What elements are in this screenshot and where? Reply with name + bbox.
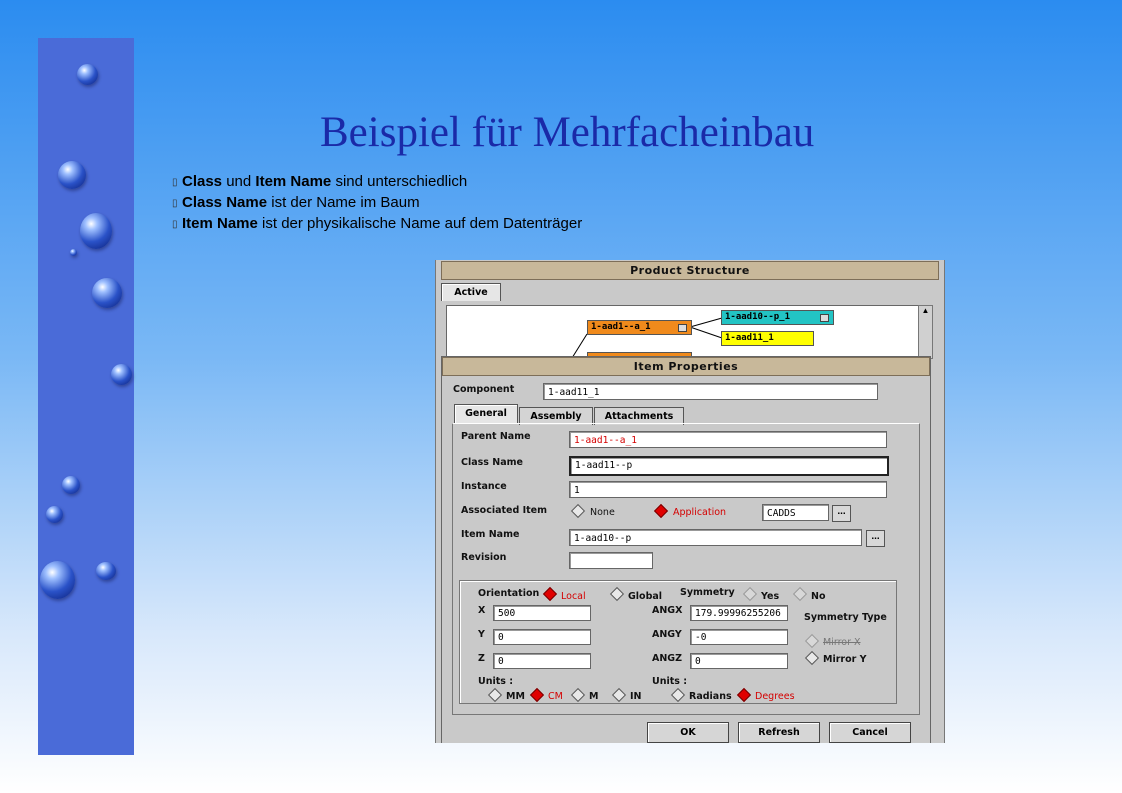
radio-yes-label: Yes [761,591,780,602]
y-field[interactable]: 0 [493,629,591,645]
bubble-decoration [80,213,112,249]
symmetry-type-label: Symmetry Type [804,612,887,623]
radio-cm-label: CM [548,691,563,702]
instance-field[interactable]: 1 [569,481,887,498]
radio-radians-label: Radians [689,691,732,702]
x-field[interactable]: 500 [493,605,591,621]
cad-screenshot [435,260,945,743]
angz-label: ANGZ [652,653,682,664]
tab-assembly[interactable]: Assembly [519,407,593,425]
radio-mirror-y[interactable] [805,651,819,665]
x-label: X [478,605,486,616]
radio-mm[interactable] [488,688,502,702]
slide-title: Beispiel für Mehrfacheinbau [320,109,815,156]
node-toggle-icon[interactable] [820,314,829,322]
item-name-browse-button[interactable]: ... [866,530,885,547]
radio-application-label: Application [673,507,727,518]
radio-global[interactable] [610,587,624,601]
radio-no[interactable] [793,587,807,601]
item-properties-dialog [441,356,931,743]
application-browse-button[interactable]: ... [832,505,851,522]
node-toggle-icon[interactable] [678,324,687,332]
bullet-item: ▯ Class Name ist der Name im Baum [172,194,420,211]
bullet-marker-icon: ▯ [172,198,178,209]
radio-mirror-y-label: Mirror Y [823,654,867,665]
bubble-decoration [62,476,80,494]
bubble-decoration [77,64,98,85]
refresh-button[interactable]: Refresh [738,722,820,743]
bubble-decoration [58,161,86,189]
ok-button[interactable]: OK [647,722,729,743]
revision-label: Revision [461,552,507,563]
radio-radians[interactable] [671,688,685,702]
y-label: Y [478,629,485,640]
bubble-decoration [96,562,116,580]
bubble-decoration [70,249,77,256]
associated-item-label: Associated Item [461,505,547,516]
parent-name-field[interactable]: 1-aad1--a_1 [569,431,887,448]
parent-name-label: Parent Name [461,431,531,442]
tab-active[interactable]: Active [441,283,501,301]
angy-label: ANGY [652,629,682,640]
orientation-label: Orientation [478,588,540,599]
z-label: Z [478,653,485,664]
radio-yes[interactable] [743,587,757,601]
radio-cm[interactable] [530,688,544,702]
angx-label: ANGX [652,605,683,616]
item-name-field[interactable]: 1-aad10--p [569,529,862,546]
decorative-sidebar [38,38,134,755]
z-field[interactable]: 0 [493,653,591,669]
revision-field[interactable] [569,552,653,569]
tree-node[interactable]: 1-aad10--p_1 [721,310,834,325]
item-properties-titlebar: Item Properties [442,357,930,376]
bullet-marker-icon: ▯ [172,219,178,230]
structure-tree[interactable] [446,305,920,359]
component-field[interactable]: 1-aad11_1 [543,383,878,400]
bubble-decoration [111,364,132,385]
angx-field[interactable]: 179.99996255206 [690,605,788,621]
radio-mirror-x-label: Mirror X [823,637,861,648]
bubble-decoration [92,278,122,308]
radio-in[interactable] [612,688,626,702]
radio-local[interactable] [543,587,557,601]
application-field[interactable]: CADDS [762,504,829,521]
radio-m-label: M [589,691,599,702]
bullet-item: ▯ Item Name ist der physikalische Name auf dem Datenträger [172,215,583,232]
radio-global-label: Global [628,591,663,602]
component-label: Component [453,384,515,395]
units-angle-label: Units : [652,676,688,687]
tree-node[interactable]: 1-aad11_1 [721,331,814,346]
item-name-label: Item Name [461,529,520,540]
bubble-decoration [40,561,75,599]
class-name-field[interactable]: 1-aad11--p [569,456,889,476]
radio-local-label: Local [561,591,586,602]
units-label: Units : [478,676,514,687]
tree-node[interactable]: 1-aad1--a_1 [587,320,692,335]
cancel-button[interactable]: Cancel [829,722,911,743]
radio-mm-label: MM [506,691,525,702]
radio-degrees[interactable] [737,688,751,702]
orientation-group [459,580,897,704]
bullet-item: ▯ Class und Item Name sind unterschiedlich [172,173,468,190]
bullet-marker-icon: ▯ [172,177,178,188]
product-structure-titlebar: Product Structure [441,261,939,280]
angy-field[interactable]: -0 [690,629,788,645]
radio-mirror-x[interactable] [805,634,819,648]
bubble-decoration [46,506,63,523]
radio-m[interactable] [571,688,585,702]
tab-attachments[interactable]: Attachments [594,407,684,425]
class-name-label: Class Name [461,457,523,468]
radio-no-label: No [811,591,826,602]
radio-degrees-label: Degrees [755,691,795,702]
symmetry-label: Symmetry [680,587,735,598]
scroll-up-icon[interactable]: ▲ [921,306,930,315]
bullet-list [172,171,582,234]
radio-in-label: IN [630,691,642,702]
instance-label: Instance [461,481,507,492]
angz-field[interactable]: 0 [690,653,788,669]
tree-scrollbar[interactable] [918,305,933,359]
radio-none-label: None [590,507,615,518]
tab-general[interactable]: General [454,404,518,424]
